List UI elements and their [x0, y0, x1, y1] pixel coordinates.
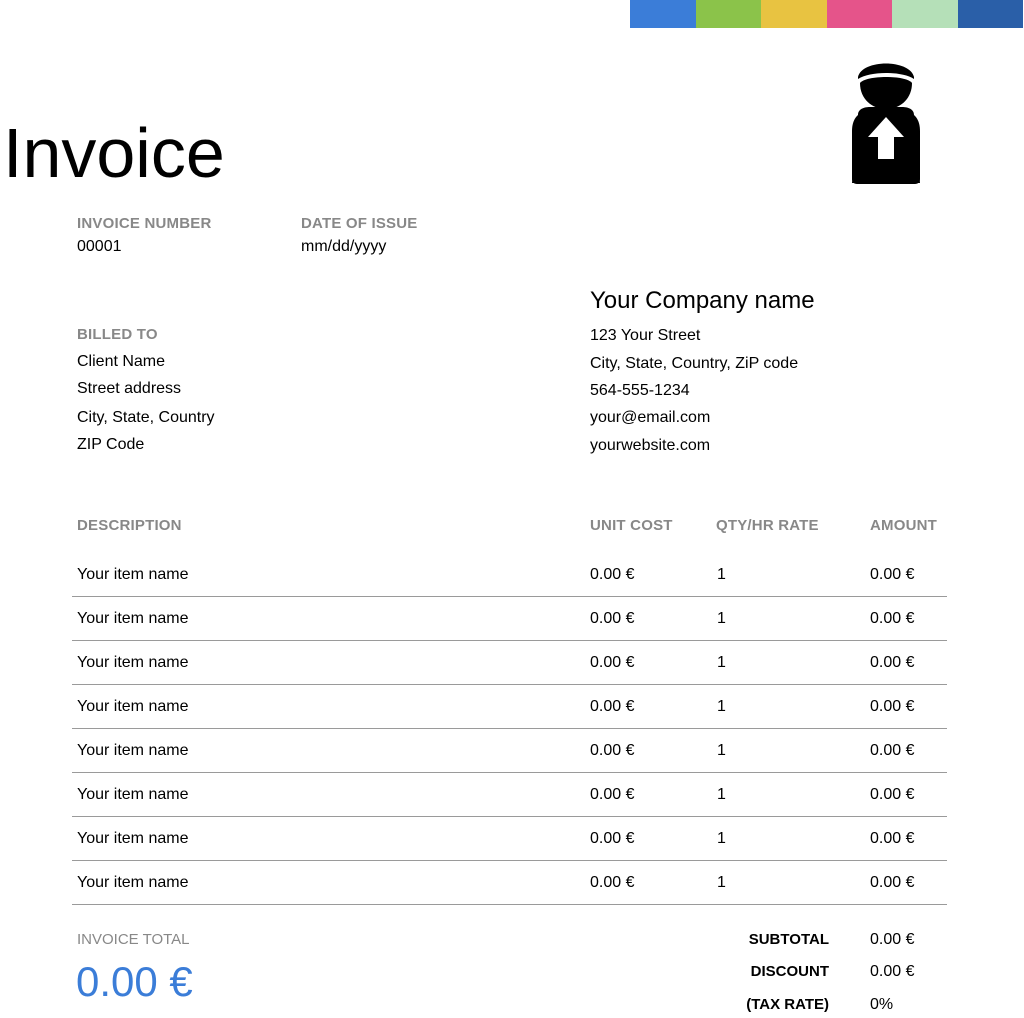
logo-graphic — [850, 55, 922, 185]
color-swatch — [958, 0, 1024, 28]
item-unit-cost[interactable]: 0.00 € — [590, 698, 635, 715]
item-amount: 0.00 € — [870, 830, 915, 847]
item-amount: 0.00 € — [870, 786, 915, 803]
table-row — [72, 597, 947, 641]
tax-rate-label: (TAX RATE) — [746, 996, 829, 1013]
tax-rate-value[interactable]: 0% — [870, 996, 894, 1013]
color-strip — [630, 0, 1023, 28]
company-website[interactable]: yourwebsite.com — [590, 437, 711, 454]
item-qty[interactable]: 1 — [717, 874, 726, 891]
subtotal-value: 0.00 € — [870, 931, 915, 948]
item-qty[interactable]: 1 — [717, 654, 726, 671]
table-row — [72, 641, 947, 685]
item-qty[interactable]: 1 — [717, 566, 726, 583]
person-upload-icon[interactable] — [850, 55, 922, 185]
item-description[interactable]: Your item name — [77, 742, 189, 759]
invoice-total-amount: 0.00 € — [76, 958, 193, 1005]
page-title: Invoice — [3, 114, 225, 192]
discount-value[interactable]: 0.00 € — [870, 963, 915, 980]
company-email[interactable]: your@email.com — [590, 409, 711, 426]
item-description[interactable]: Your item name — [77, 874, 189, 891]
items-table — [72, 553, 947, 905]
item-amount: 0.00 € — [870, 566, 915, 583]
item-unit-cost[interactable]: 0.00 € — [590, 742, 635, 759]
color-swatch — [696, 0, 762, 28]
color-swatch — [892, 0, 958, 28]
company-phone[interactable]: 564-555-1234 — [590, 382, 690, 399]
item-description[interactable]: Your item name — [77, 610, 189, 627]
discount-label: DISCOUNT — [750, 963, 829, 980]
item-qty[interactable]: 1 — [717, 830, 726, 847]
item-unit-cost[interactable]: 0.00 € — [590, 654, 635, 671]
amount-header: AMOUNT — [870, 517, 938, 534]
item-qty[interactable]: 1 — [717, 786, 726, 803]
item-unit-cost[interactable]: 0.00 € — [590, 830, 635, 847]
description-header: DESCRIPTION — [77, 517, 182, 534]
item-amount: 0.00 € — [870, 698, 915, 715]
item-description[interactable]: Your item name — [77, 654, 189, 671]
item-description[interactable]: Your item name — [77, 830, 189, 847]
table-row — [72, 553, 947, 597]
item-qty[interactable]: 1 — [717, 698, 726, 715]
invoice-number-label: INVOICE NUMBER — [77, 215, 212, 232]
item-amount: 0.00 € — [870, 654, 915, 671]
item-qty[interactable]: 1 — [717, 610, 726, 627]
company-name[interactable]: Your Company name — [590, 287, 815, 314]
client-city[interactable]: City, State, Country — [77, 409, 215, 426]
item-qty[interactable]: 1 — [717, 742, 726, 759]
color-swatch — [630, 0, 696, 28]
table-row — [72, 729, 947, 773]
item-unit-cost[interactable]: 0.00 € — [590, 566, 635, 583]
client-street[interactable]: Street address — [77, 380, 182, 397]
item-description[interactable]: Your item name — [77, 786, 189, 803]
date-of-issue-label: DATE OF ISSUE — [301, 215, 418, 232]
billed-to-label: BILLED TO — [77, 326, 158, 343]
item-amount: 0.00 € — [870, 610, 915, 627]
color-swatch — [827, 0, 893, 28]
item-unit-cost[interactable]: 0.00 € — [590, 786, 635, 803]
item-unit-cost[interactable]: 0.00 € — [590, 610, 635, 627]
table-row — [72, 817, 947, 861]
color-swatch — [761, 0, 827, 28]
invoice-total-label: INVOICE TOTAL — [77, 931, 190, 948]
item-amount: 0.00 € — [870, 874, 915, 891]
table-row — [72, 685, 947, 729]
subtotal-label: SUBTOTAL — [748, 931, 829, 948]
client-name[interactable]: Client Name — [77, 353, 166, 370]
client-zip[interactable]: ZIP Code — [77, 436, 145, 453]
table-row — [72, 773, 947, 817]
item-description[interactable]: Your item name — [77, 698, 189, 715]
item-description[interactable]: Your item name — [77, 566, 189, 583]
qty-header: QTY/HR RATE — [716, 517, 819, 534]
company-city[interactable]: City, State, Country, ZiP code — [590, 355, 799, 372]
date-of-issue-value[interactable]: mm/dd/yyyy — [301, 238, 387, 255]
item-amount: 0.00 € — [870, 742, 915, 759]
invoice-number-value[interactable]: 00001 — [77, 238, 122, 255]
item-unit-cost[interactable]: 0.00 € — [590, 874, 635, 891]
table-row — [72, 861, 947, 905]
unit-cost-header: UNIT COST — [590, 517, 673, 534]
company-street[interactable]: 123 Your Street — [590, 327, 701, 344]
